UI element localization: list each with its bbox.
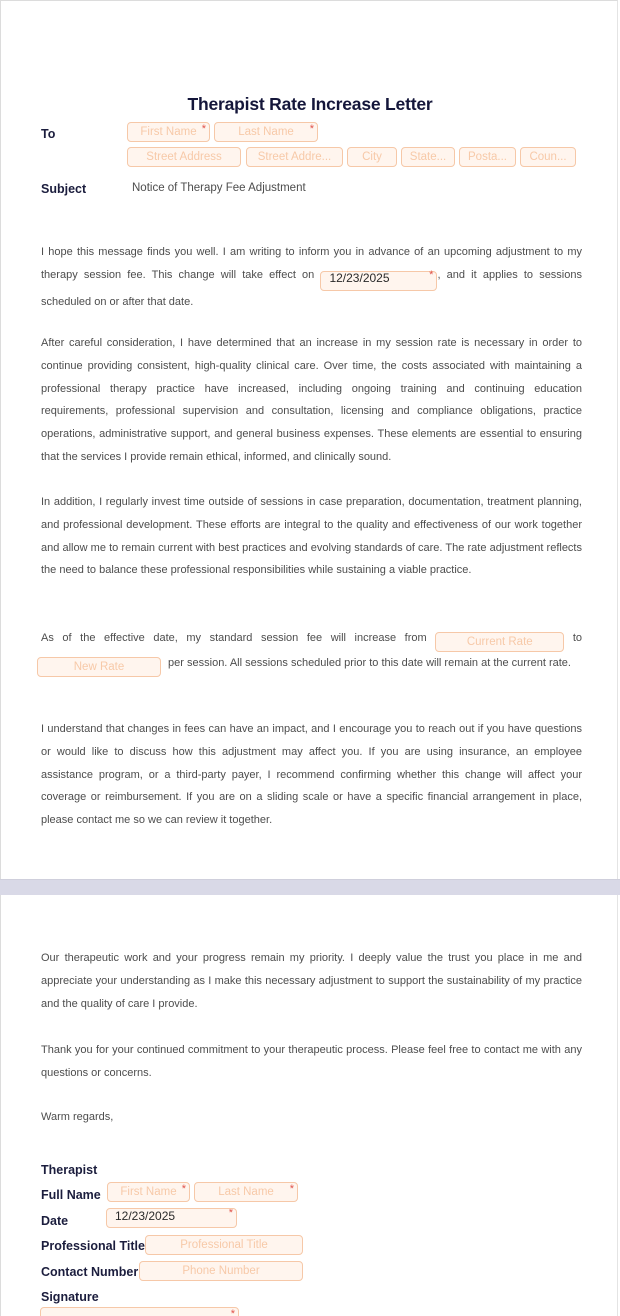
subject-value: Notice of Therapy Fee Adjustment bbox=[132, 182, 306, 194]
required-asterisk-icon: * bbox=[429, 268, 434, 281]
recipient-last-name-field[interactable] bbox=[214, 122, 318, 142]
signature-field[interactable] bbox=[40, 1307, 239, 1316]
contact-number-label: Contact Number bbox=[41, 1265, 139, 1279]
signature-label: Signature bbox=[41, 1290, 99, 1304]
therapist-last-name-placeholder: Last Name bbox=[218, 1186, 274, 1198]
required-asterisk-icon: * bbox=[230, 1308, 235, 1316]
street-address-placeholder: Street Address bbox=[146, 151, 222, 163]
recipient-country-field[interactable] bbox=[520, 147, 576, 167]
new-rate-placeholder: New Rate bbox=[73, 661, 125, 673]
therapist-first-name-placeholder: First Name bbox=[120, 1186, 177, 1198]
professional-title-placeholder: Professional Title bbox=[180, 1239, 268, 1251]
paragraph-priority: Our therapeutic work and your progress remain my priority. I deeply value the trust you place in me and appreciate your understanding as I make this necessary adjustment to support the sustainability of my practice and the quality of care I provide. bbox=[41, 952, 582, 1010]
recipient-postal-code-field[interactable] bbox=[459, 147, 516, 167]
therapist-first-name-field[interactable] bbox=[107, 1182, 190, 1202]
paragraph-intro bbox=[41, 241, 582, 314]
recipient-last-name-placeholder: Last Name bbox=[238, 126, 294, 138]
therapist-last-name-field[interactable] bbox=[194, 1182, 298, 1202]
intro-text-start: I hope this message finds you well. I am writing to inform you in advance of an upcoming adjustment to my therapy session fee. This change will take effect on bbox=[41, 246, 582, 281]
street-address-2-placeholder: Street Addre... bbox=[257, 151, 332, 163]
intro-text-end: , and it applies to sessions scheduled on or after that date. bbox=[41, 268, 582, 308]
required-asterisk-icon: * bbox=[181, 1183, 186, 1195]
required-asterisk-icon: * bbox=[228, 1208, 233, 1219]
paragraph-additional-work: In addition, I regularly invest time outside of sessions in case preparation, documentation, treatment planning, and professional development. These efforts are integral to the quality and effectiveness of our work together and allow me to remain current with best practices and evolving standards of care. The rate adjustment reflects the need to balance these professional responsibilities while sustaining a viable practice. bbox=[41, 496, 582, 577]
signature-date-field[interactable] bbox=[106, 1208, 237, 1228]
paragraph-impact: I understand that changes in fees can have an impact, and I encourage you to reach out if you have questions or would like to discuss how this adjustment may affect you. If you are using insurance, an employee assistance program, or a third-party payer, I recommend confirming whether this change will affect your coverage or reimbursement. If you are on a sliding scale or have a specific financial arrangement in place, please contact me so we can review it together. bbox=[41, 723, 582, 827]
recipient-street-address-2-field[interactable] bbox=[246, 147, 343, 167]
recipient-state-field[interactable] bbox=[401, 147, 455, 167]
contact-number-field[interactable] bbox=[139, 1261, 303, 1281]
rate-text-middle: to bbox=[564, 632, 582, 644]
page-break bbox=[0, 879, 620, 895]
to-label: To bbox=[41, 127, 56, 141]
full-name-label: Full Name bbox=[41, 1188, 101, 1202]
recipient-first-name-placeholder: First Name bbox=[140, 126, 197, 138]
paragraph-rate-change bbox=[41, 627, 582, 677]
professional-title-field[interactable] bbox=[145, 1235, 303, 1255]
required-asterisk-icon: * bbox=[309, 123, 314, 135]
current-rate-placeholder: Current Rate bbox=[466, 636, 533, 648]
professional-title-label: Professional Title bbox=[41, 1239, 145, 1253]
recipient-street-address-field[interactable] bbox=[127, 147, 241, 167]
postal-placeholder: Posta... bbox=[468, 151, 507, 163]
closing-text: Warm regards, bbox=[41, 1111, 114, 1123]
signature-date-value: 12/23/2025 bbox=[115, 1209, 176, 1223]
document-title: Therapist Rate Increase Letter bbox=[187, 94, 433, 114]
rate-text-start: As of the effective date, my standard session fee will increase from bbox=[41, 632, 436, 644]
subject-label: Subject bbox=[41, 182, 87, 196]
therapist-heading: Therapist bbox=[41, 1163, 98, 1177]
new-rate-field[interactable] bbox=[37, 657, 161, 677]
country-placeholder: Coun... bbox=[529, 151, 567, 163]
date-label: Date bbox=[41, 1214, 69, 1228]
recipient-city-field[interactable] bbox=[347, 147, 397, 167]
recipient-first-name-field[interactable] bbox=[127, 122, 210, 142]
rate-text-end: per session. All sessions scheduled prior to this date will remain at the current rate. bbox=[165, 657, 571, 669]
state-placeholder: State... bbox=[409, 151, 447, 163]
phone-number-placeholder: Phone Number bbox=[182, 1265, 260, 1277]
required-asterisk-icon: * bbox=[289, 1183, 294, 1195]
paragraph-reasoning: After careful consideration, I have determined that an increase in my session rate is necessary in order to continue providing consistent, high-quality clinical care. Over time, the costs associated with maintaining a professional therapy practice have increased, including ongoing training and continuing education requirements, professional supervision and consultation, licensing and compliance obligations, practice operations, administrative support, and general business expenses. These elements are essential to ensuring that the services I provide remain ethical, informed, and clinically sound. bbox=[41, 337, 582, 463]
current-rate-field[interactable] bbox=[435, 632, 564, 652]
paragraph-thanks: Thank you for your continued commitment to your therapeutic process. Please feel free to contact me with any questions or concerns. bbox=[41, 1044, 582, 1079]
effective-date-field[interactable] bbox=[320, 268, 437, 291]
required-asterisk-icon: * bbox=[201, 123, 206, 135]
city-placeholder: City bbox=[362, 151, 382, 163]
effective-date-value: 12/23/2025 bbox=[329, 270, 390, 285]
